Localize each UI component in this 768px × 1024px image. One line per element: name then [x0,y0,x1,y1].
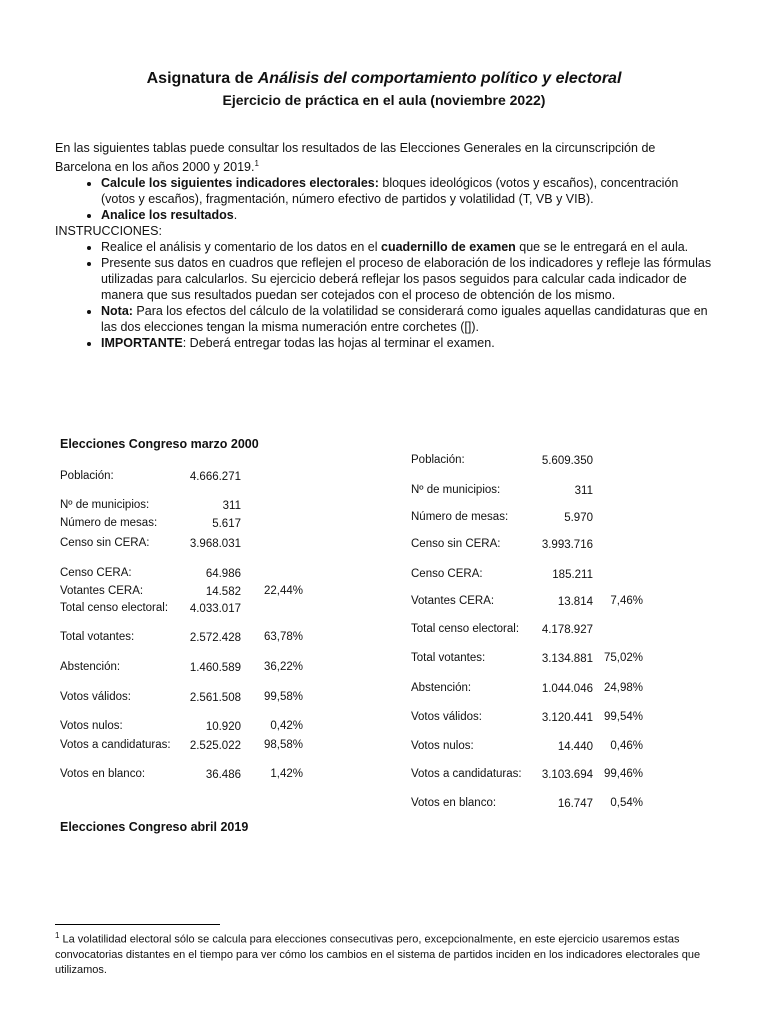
row-label: Abstención: [411,682,472,694]
row-label: Censo sin CERA: [60,537,150,549]
row-label: Total censo electoral: [60,602,169,614]
task-bold: Calcule los siguientes indicadores electorales: [101,176,379,191]
instruction-item [101,255,715,303]
task-text: bloques ideológicos (votos y escaños), concentración (votos y escaños), fragmentación, número efectivo de partidos y volatilidad (T, VB y VIB). [101,176,679,207]
row-value: 3.134.881 [541,653,593,665]
task-item [101,207,715,223]
row-label: Votos válidos: [411,711,482,723]
row-value: 16.747 [557,798,593,810]
row-label: Total votantes: [60,631,135,643]
row-label: Votantes CERA: [411,595,495,607]
intro-paragraph [55,140,715,175]
row-value: 5.609.350 [541,455,593,467]
row-percentage: 24,98% [603,682,643,694]
row-label: Votos nulos: [60,720,123,732]
row-percentage: 75,02% [603,652,643,664]
row-value: 5.617 [212,518,241,530]
row-percentage: 63,78% [263,631,303,643]
footnote-mark: 1 [55,931,60,940]
footnote-reference: 1 [254,159,259,168]
row-label: Número de mesas: [411,511,509,523]
instruction-text: que se le entregará en el aula. [515,240,689,255]
row-value: 1.460.589 [189,662,241,674]
row-percentage: 99,58% [263,691,303,703]
title-course-name: Análisis del comportamiento político y electoral [257,70,622,87]
row-label: Total votantes: [411,652,486,664]
row-percentage: 36,22% [263,661,303,673]
row-label: Población: [411,454,465,466]
intro-block [55,140,715,351]
row-value: 2.525.022 [189,740,241,752]
row-label: Votantes CERA: [60,585,144,597]
task-bold: Analice los resultados [101,208,234,223]
row-value: 5.970 [564,512,593,524]
row-label: Abstención: [60,661,121,673]
document-title [0,70,768,88]
title-prefix: Asignatura de [146,70,258,87]
instruction-item [101,239,715,255]
row-value: 311 [574,485,593,497]
task-text: . [233,208,238,223]
row-value: 311 [222,500,241,512]
footnote-text: La volatilidad electoral sólo se calcula para elecciones consecutivas pero, excepcionalmente, en este ejercicio usaremos estas convocatorias distantes en el tiempo para ver cómo los cambios en el sistema de partidos inciden en los indicadores electorales que utilizamos. [55,933,701,976]
task-list [55,175,715,223]
section-title-2000: Elecciones Congreso marzo 2000 [60,437,259,451]
footnote [55,928,715,978]
instructions-list [55,239,715,351]
row-value: 4.178.927 [541,624,593,636]
row-label: Censo CERA: [60,567,132,579]
row-percentage: 0,46% [610,740,643,752]
row-label: Censo sin CERA: [411,538,501,550]
row-value: 14.582 [205,586,241,598]
instruction-bold: Nota: [101,304,133,319]
row-value: 3.968.031 [189,538,241,550]
instruction-text: Realice el análisis y comentario de los datos en el [101,240,382,255]
row-value: 64.986 [205,568,241,580]
row-label: Votos a candidaturas: [60,739,171,751]
row-percentage: 98,58% [263,739,303,751]
instruction-item [101,335,715,351]
instruction-text: : Deberá entregar todas las hojas al terminar el examen. [182,336,495,351]
row-value: 36.486 [205,769,241,781]
row-label: Población: [60,470,114,482]
row-percentage: 99,54% [603,711,643,723]
row-label: Votos válidos: [60,691,131,703]
row-value: 3.993.716 [541,539,593,551]
row-label: Nº de municipios: [60,499,150,511]
footnote-divider [55,924,220,925]
intro-text: En las siguientes tablas puede consultar los resultados de las Elecciones Generales en la circunscripción de Barcelona en los años 2000 y 2019. [55,141,656,175]
row-percentage: 99,46% [603,768,643,780]
instruction-text: Presente sus datos en cuadros que reflejen el proceso de elaboración de los indicadores y refleje las fórmulas utilizadas para calcularlos. Su ejercicio deberá reflejar los pasos seguidos para calcular cada indicador de manera que sus resultados puedan ser cotejados con el proceso de obtención de los mismo. [101,256,712,303]
row-value: 3.120.441 [541,712,593,724]
row-label: Número de mesas: [60,517,158,529]
row-label: Nº de municipios: [411,484,501,496]
instructions-label: INSTRUCCIONES: [55,224,162,239]
row-label: Censo CERA: [411,568,483,580]
row-value: 10.920 [205,721,241,733]
row-percentage: 1,42% [270,768,303,780]
row-value: 4.666.271 [189,471,241,483]
instruction-bold: IMPORTANTE [101,336,183,351]
row-percentage: 0,54% [610,797,643,809]
row-percentage: 0,42% [270,720,303,732]
document-subtitle: Ejercicio de práctica en el aula (noviembre 2022) [222,92,546,108]
row-value: 1.044.046 [541,683,593,695]
instruction-text: Para los efectos del cálculo de la volatilidad se considerará como iguales aquellas candidaturas que en las dos elecciones tengan la misma numeración entre corchetes ([]). [101,304,708,335]
row-value: 14.440 [557,741,593,753]
row-value: 2.572.428 [189,632,241,644]
section-title-2019: Elecciones Congreso abril 2019 [60,820,249,834]
instruction-bold: cuadernillo de examen [381,240,516,255]
row-label: Votos en blanco: [411,797,497,809]
row-value: 2.561.508 [189,692,241,704]
row-label: Votos en blanco: [60,768,146,780]
row-value: 185.211 [552,569,593,581]
row-percentage: 7,46% [610,595,643,607]
row-label: Votos a candidaturas: [411,768,522,780]
row-value: 13.814 [557,596,593,608]
row-value: 3.103.694 [541,769,593,781]
row-label: Votos nulos: [411,740,474,752]
task-item [101,175,715,207]
row-percentage: 22,44% [263,585,303,597]
row-label: Total censo electoral: [411,623,520,635]
instruction-item [101,303,715,335]
row-value: 4.033.017 [189,603,241,615]
